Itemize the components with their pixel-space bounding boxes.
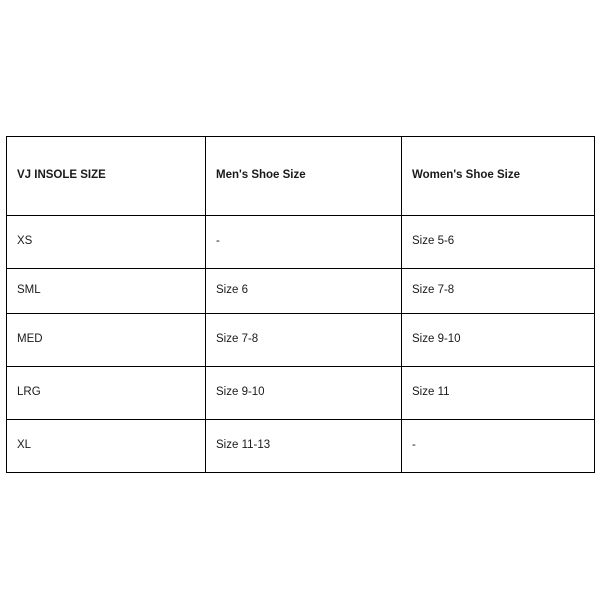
cell-mens-shoe-size: Size 11-13 <box>206 420 402 473</box>
table-header-row <box>7 137 595 216</box>
cell-insole-size: MED <box>7 314 206 367</box>
column-header-mens-shoe-size: Men's Shoe Size <box>206 137 402 216</box>
cell-womens-shoe-size: Size 7-8 <box>402 269 595 314</box>
table-body <box>7 216 595 473</box>
cell-womens-shoe-size: - <box>402 420 595 473</box>
cell-insole-size: LRG <box>7 367 206 420</box>
cell-mens-shoe-size: Size 7-8 <box>206 314 402 367</box>
cell-womens-shoe-size: Size 5-6 <box>402 216 595 269</box>
size-chart-table-wrap <box>6 136 594 473</box>
table-row <box>7 269 595 314</box>
column-header-womens-shoe-size: Women's Shoe Size <box>402 137 595 216</box>
cell-mens-shoe-size: Size 9-10 <box>206 367 402 420</box>
table-row <box>7 367 595 420</box>
cell-mens-shoe-size: Size 6 <box>206 269 402 314</box>
column-header-insole-size: VJ INSOLE SIZE <box>7 137 206 216</box>
table-row <box>7 216 595 269</box>
cell-insole-size: XL <box>7 420 206 473</box>
table-row <box>7 420 595 473</box>
cell-mens-shoe-size: - <box>206 216 402 269</box>
size-chart-table <box>6 136 595 473</box>
cell-womens-shoe-size: Size 9-10 <box>402 314 595 367</box>
cell-womens-shoe-size: Size 11 <box>402 367 595 420</box>
cell-insole-size: XS <box>7 216 206 269</box>
table-header <box>7 137 595 216</box>
cell-insole-size: SML <box>7 269 206 314</box>
table-row <box>7 314 595 367</box>
